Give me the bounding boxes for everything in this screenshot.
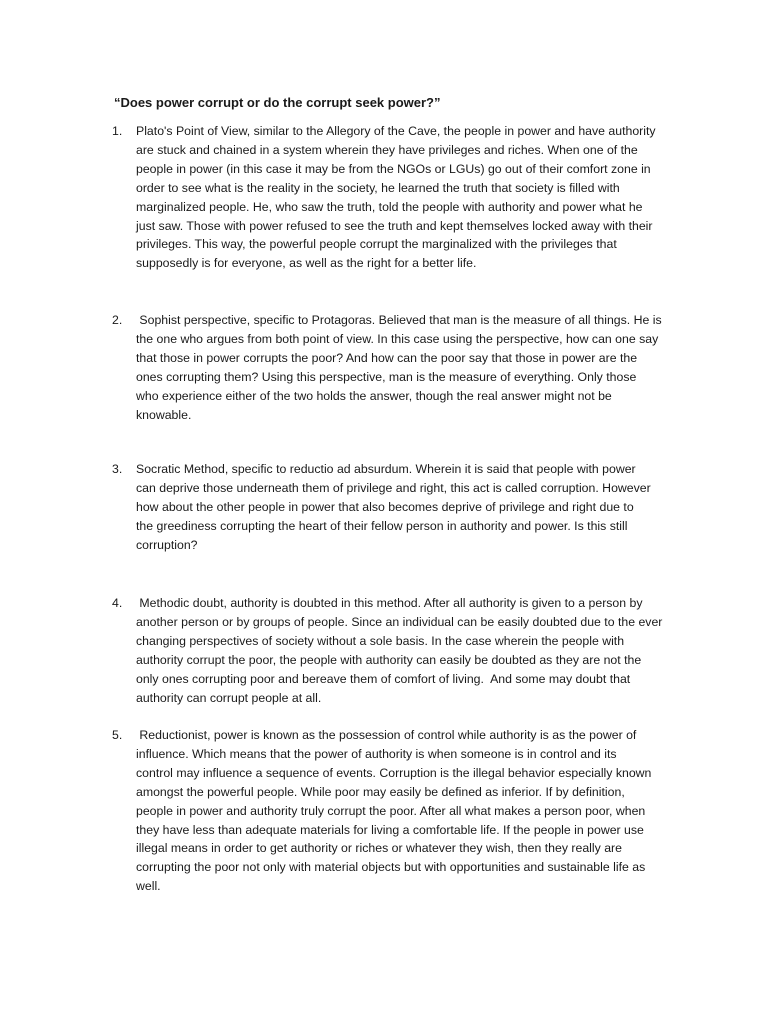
list-item — [112, 460, 672, 555]
text-line: they have less than adequate materials for living a comfortable life. If the people in power use — [136, 822, 644, 837]
text-line: Plato's Point of View, similar to the Allegory of the Cave, the people in power and have authority — [136, 124, 656, 138]
text-line: order to see what is the reality in the society, he learned the truth that society is filled with — [136, 180, 620, 195]
text-line: changing perspectives of society without a sole basis. In the case wherein the people with — [136, 633, 625, 648]
list-item-number: 3. — [112, 462, 123, 476]
text-line: Reductionist, power is known as the possession of control while authority is as the power of — [136, 728, 637, 742]
text-line: authority corrupt the poor, the people with authority can easily be doubted as they are not the — [136, 652, 642, 667]
text-line: illegal means in order to get authority or riches or whatever they wish, then they really are — [136, 841, 622, 856]
list-item — [112, 122, 672, 273]
text-line: people in power and authority truly corrupt the poor. After all what makes a person poor, when — [136, 803, 646, 818]
text-line: that those in power corrupts the poor? And how can the poor say that those in power are the — [136, 350, 638, 365]
list-item — [112, 311, 672, 424]
text-line: supposedly is for everyone, as well as the right for a better life. — [136, 256, 477, 271]
list-item-number: 2. — [112, 313, 123, 327]
text-line: knowable. — [136, 407, 192, 422]
text-line: are stuck and chained in a system wherein they have privileges and riches. When one of the — [136, 142, 638, 157]
text-line: marginalized people. He, who saw the truth, told the people with authority and power what he — [136, 199, 643, 214]
text-line: well. — [136, 879, 161, 894]
text-line: the one who argues from both point of view. In this case using the perspective, how can one say — [136, 331, 659, 346]
text-line: ones corrupting them? Using this perspective, man is the measure of everything. Only those — [136, 369, 637, 384]
text-line: people in power (in this case it may be from the NGOs or LGUs) go out of their comfort zone in — [136, 161, 651, 176]
list-item-number: 5. — [112, 728, 123, 742]
text-line: influence. Which means that the power of authority is when someone is in control and its — [136, 746, 617, 761]
text-line: can deprive those underneath them of privilege and right, this act is called corruption. However — [136, 480, 651, 495]
list-item — [112, 726, 672, 896]
list-item-text — [136, 460, 672, 555]
document-title: “Does power corrupt or do the corrupt seek power?” — [114, 95, 441, 110]
text-line: control may influence a sequence of events. Corruption is the illegal behavior especially known — [136, 765, 652, 780]
text-line: authority can corrupt people at all. — [136, 690, 322, 705]
text-line: corrupting the poor not only with material objects but with opportunities and sustainable life as — [136, 860, 646, 875]
list-item-text — [136, 594, 672, 707]
list-item-text — [136, 311, 672, 424]
text-line: Sophist perspective, specific to Protagoras. Believed that man is the measure of all things. He is — [136, 313, 662, 327]
text-line: how about the other people in power that also becomes deprive of privilege and right due to — [136, 499, 634, 514]
text-line: only ones corrupting poor and bereave them of comfort of living. And some may doubt that — [136, 671, 631, 686]
text-line: privileges. This way, the powerful people corrupt the marginalized with the privileges that — [136, 237, 617, 252]
text-line: corruption? — [136, 537, 198, 552]
text-line: amongst the powerful people. While poor may easily be defined as inferior. If by definition, — [136, 784, 625, 799]
list-item-number: 4. — [112, 596, 123, 610]
list-item-text — [136, 122, 672, 273]
text-line: another person or by groups of people. Since an individual can be easily doubted due to the ever — [136, 614, 663, 629]
list-item-text — [136, 726, 672, 896]
text-line: the greediness corrupting the heart of their fellow person in authority and power. Is this still — [136, 518, 628, 533]
text-line: just saw. Those with power refused to see the truth and kept themselves locked away with their — [136, 218, 653, 233]
text-line: Methodic doubt, authority is doubted in this method. After all authority is given to a person by — [136, 596, 643, 610]
text-line: who experience either of the two holds the answer, though the real answer might not be — [136, 388, 612, 403]
list-item — [112, 594, 672, 707]
text-line: Socratic Method, specific to reductio ad absurdum. Wherein it is said that people with power — [136, 462, 636, 476]
list-item-number: 1. — [112, 124, 123, 138]
